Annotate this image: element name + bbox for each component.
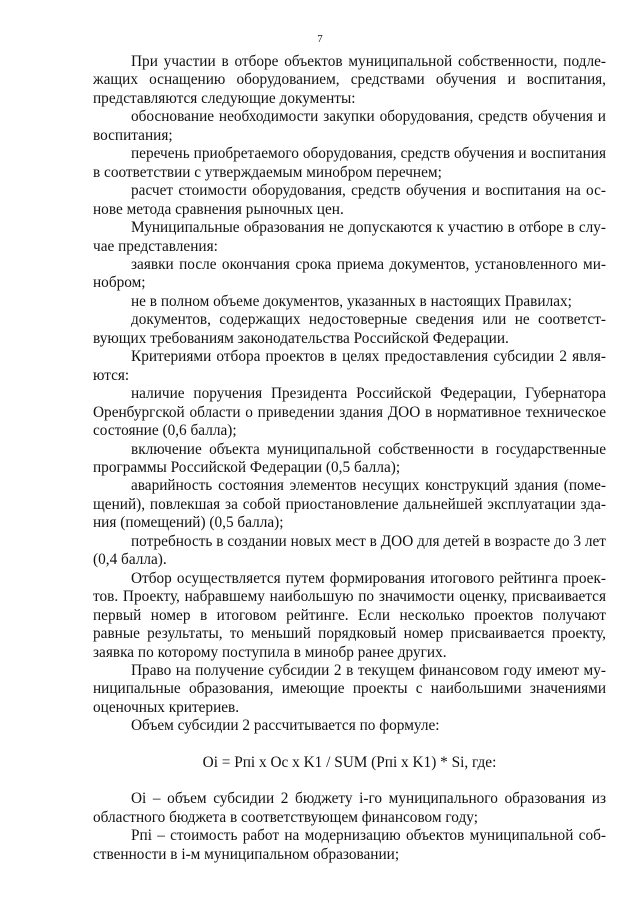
paragraph-rating: Отбор осуществляется путем формирования итогового рейтинга проектов. Проекту, набравшему наибольшую по значимости оценку, присваивается первый номер в итоговом рейтинге. Если несколько проектов получают равные результаты, то меньший порядковый номер присваивается проекту, заявка по которому поступила в минобр ранее других. [93, 569, 606, 661]
paragraph-criterion-order: наличие поручения Президента Российской Федерации, Губернатора Оренбургской области о приведении здания ДОО в нормативное техническое состояние (0,6 балла); [93, 385, 606, 440]
paragraph-right-to-subsidy: Право на получение субсидии 2 в текущем финансовом году имеют муниципальные образования, имеющие проекты с наибольшими значениями оценочных критериев. [93, 661, 606, 716]
paragraph-justification: обоснование необходимости закупки оборудования, средств обучения и воспитания; [93, 108, 606, 144]
document-body [93, 53, 606, 864]
definition-ppi: Pпi – стоимость работ на модернизацию объектов муниципальной собственности в i-м муниципальном образовании; [93, 827, 606, 863]
paragraph-criterion-new-places: потребность в создании новых мест в ДОО для детей в возрасте до 3 лет (0,4 балла). [93, 532, 606, 569]
paragraph-documents-intro: При участии в отборе объектов муниципальной собственности, подлежащих оснащению оборудованием, средствами обучения и воспитания, представляются следующие документы: [93, 53, 606, 107]
page-number: 7 [317, 33, 323, 45]
paragraph-incomplete-documents: не в полном объеме документов, указанных в настоящих Правилах; [131, 292, 572, 310]
paragraph-cost-calculation: расчет стоимости оборудования, средств обучения и воспитания на основе метода сравнения рыночных цен. [93, 182, 606, 218]
definition-oi: Oi – объем субсидии 2 бюджету i-го муниципального образования из областного бюджета в соответствующем финансовом году; [93, 790, 606, 826]
subsidy-formula: Oi = Pпi x Oc x K1 / SUM (Pпi x K1) * Si, где: [202, 753, 497, 771]
paragraph-late-application: заявки после окончания срока приема документов, установленного минобром; [93, 255, 606, 292]
paragraph-criterion-emergency: аварийность состояния элементов несущих конструкций здания (помещений), повлекшая за собой приостановление дальнейшей эксплуатации здания (помещений) (0,5 балла); [93, 477, 606, 532]
paragraph-criteria-intro: Критериями отбора проектов в целях предоставления субсидии 2 являются: [93, 348, 606, 384]
paragraph-not-admitted: Муниципальные образования не допускаются к участию в отборе в случае представления: [93, 219, 606, 255]
paragraph-criterion-programs: включение объекта муниципальной собственности в государственные программы Российской Федерации (0,5 балла); [93, 440, 606, 476]
paragraph-formula-intro: Объем субсидии 2 рассчитывается по формуле: [131, 717, 440, 735]
paragraph-equipment-list: перечень приобретаемого оборудования, средств обучения и воспитания в соответствии с утверждаемым минобром перечнем; [93, 145, 606, 181]
paragraph-false-documents: документов, содержащих недостоверные сведения или не соответствующих требованиям законодательства Российской Федерации. [93, 311, 606, 347]
